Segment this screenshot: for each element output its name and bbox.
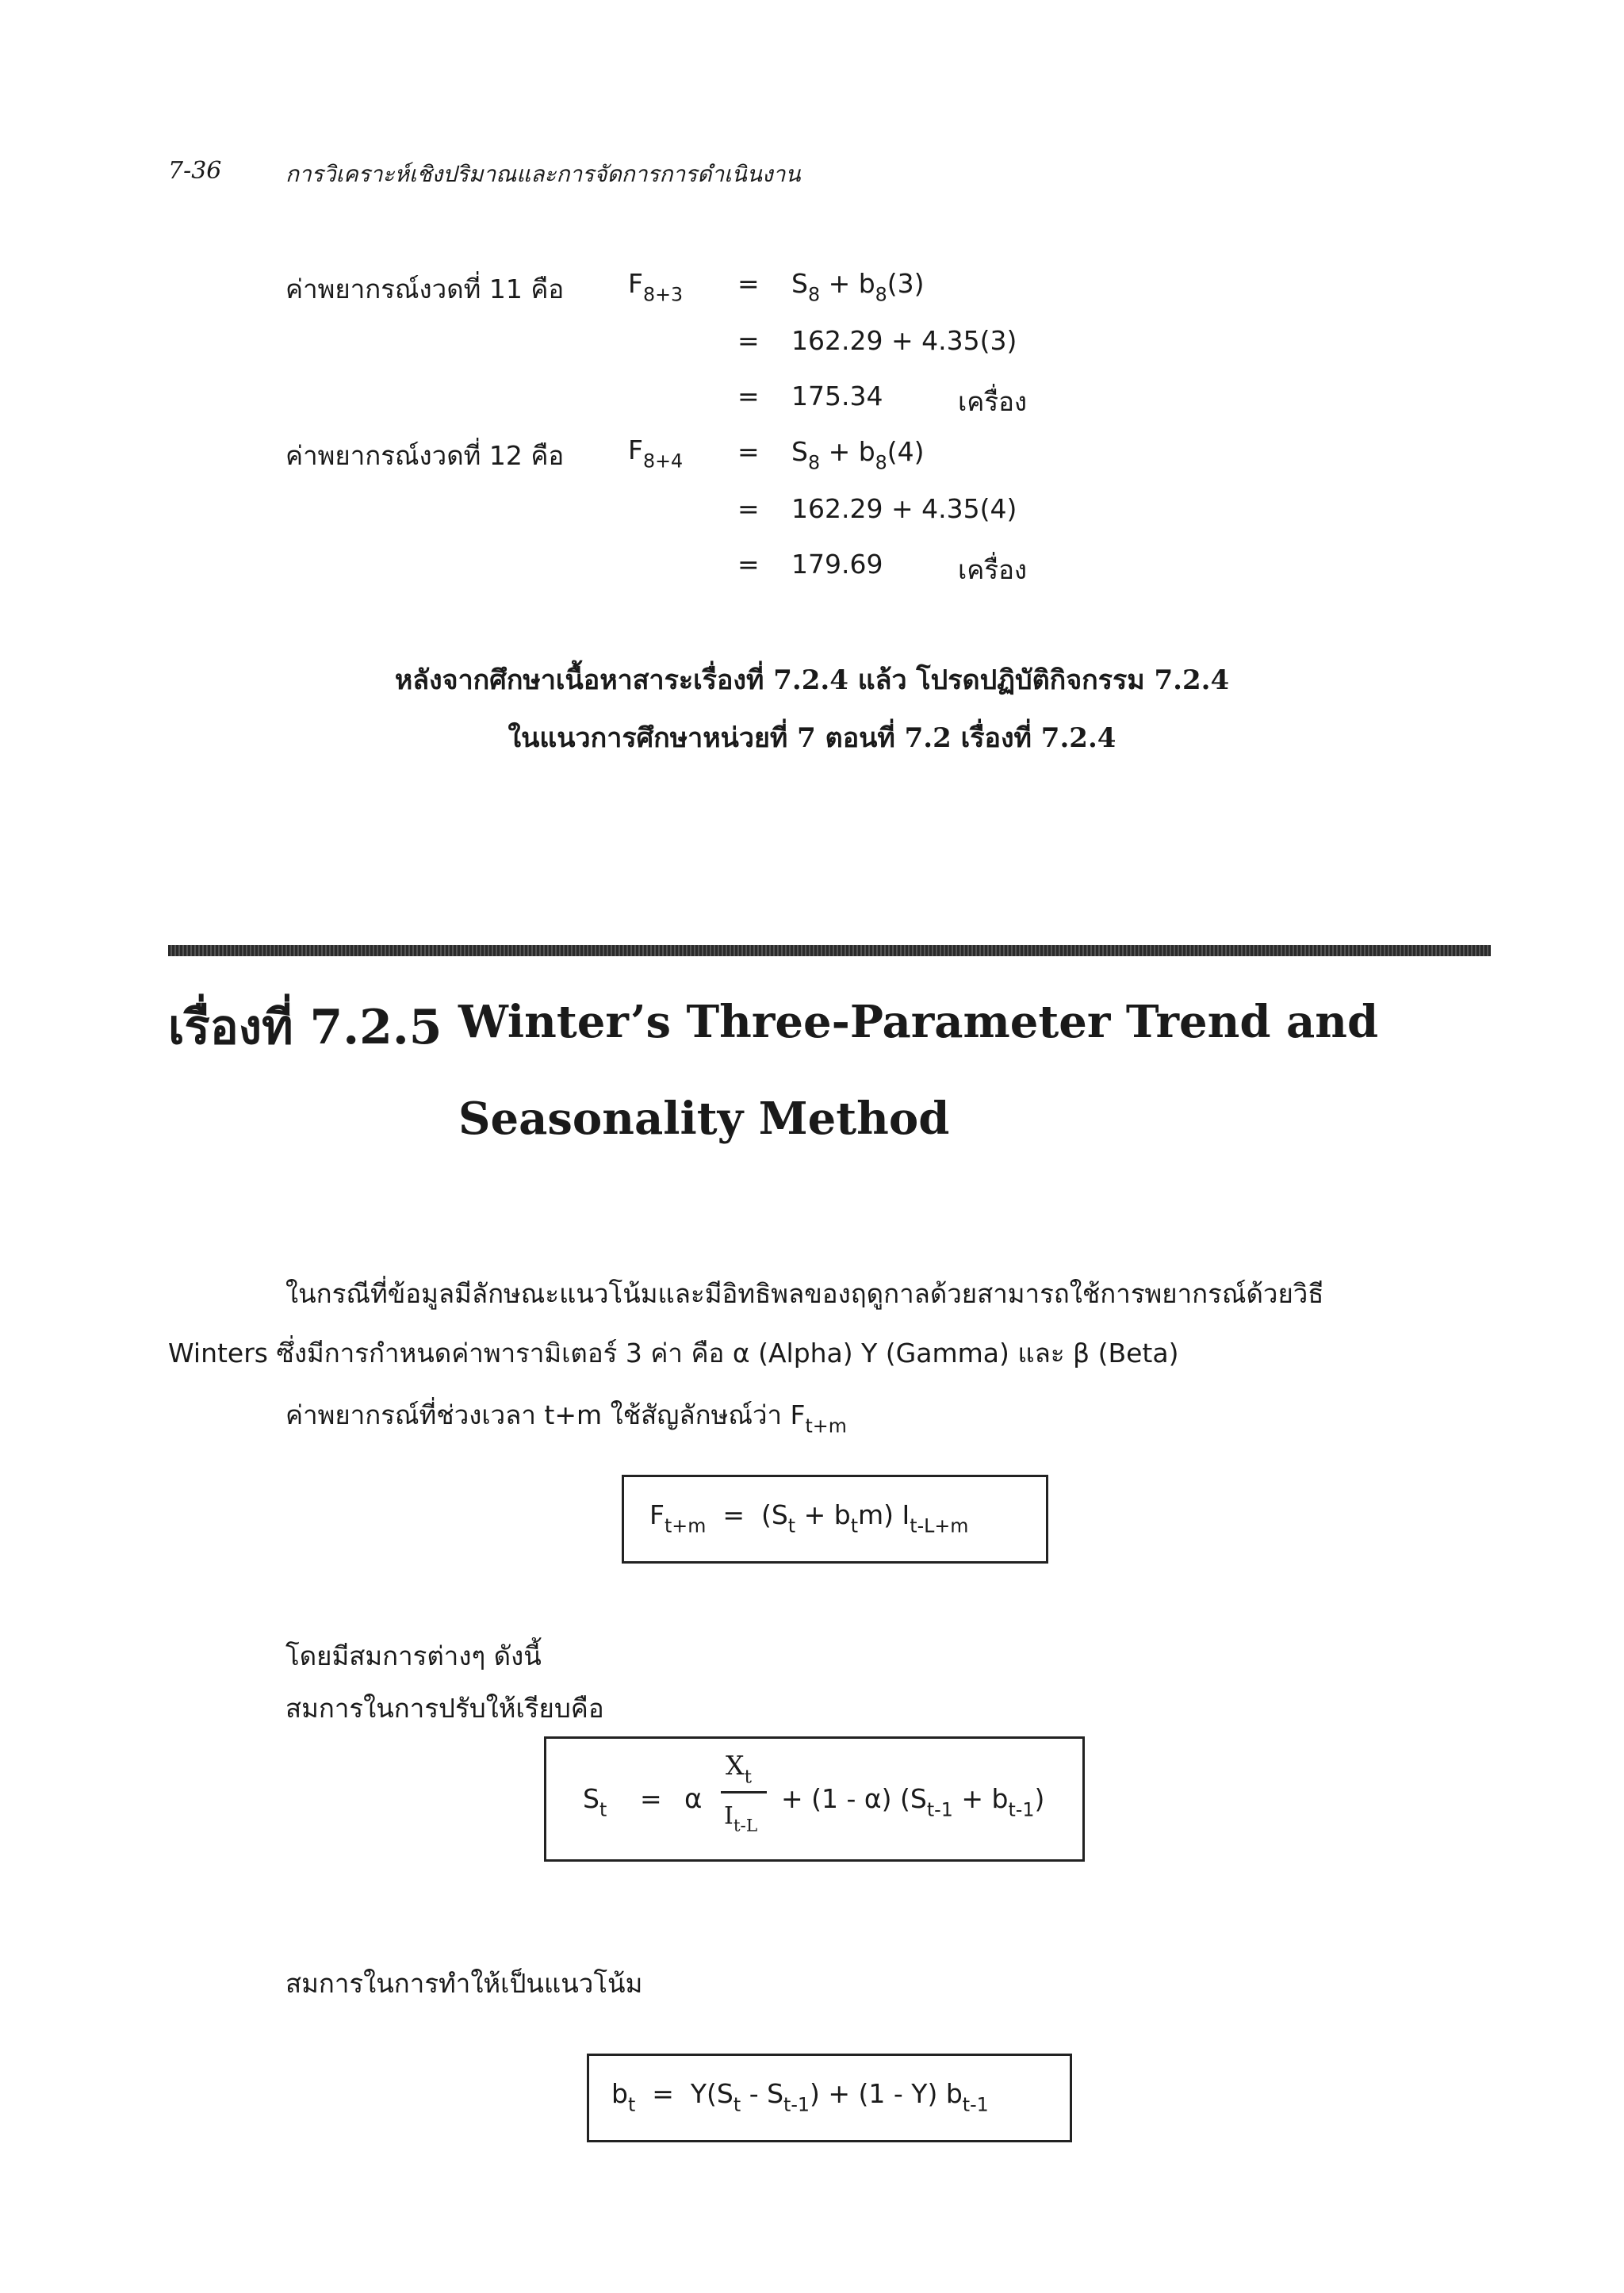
multiplier: (3) xyxy=(887,268,925,299)
s-prev-term: - S xyxy=(749,2078,784,2109)
paragraph-1-line-2: Winters ซึ่งมีการกำหนดค่าพารามิเตอร์ 3 ค่า คือ α (Alpha) Υ (Gamma) และ β (Beta) xyxy=(168,1338,1179,1369)
trend-formula-box xyxy=(587,2054,1072,2142)
result-value: 179.69 xyxy=(791,549,883,580)
s-subscript: t xyxy=(599,1798,607,1821)
s-term: S xyxy=(791,436,808,467)
forecast-symbol-subscript: 8+3 xyxy=(642,283,684,306)
x-subscript: t xyxy=(744,1765,753,1788)
equation-line-1 xyxy=(791,268,925,306)
paragraph-2-subscript: t+m xyxy=(805,1414,847,1437)
equals-sign: = xyxy=(737,436,760,467)
section-prefix: เรื่องที่ 7.2.5 xyxy=(168,1000,442,1055)
x-symbol: X xyxy=(726,1750,745,1781)
i-term: m) I xyxy=(858,1499,910,1530)
equals-sign: = xyxy=(737,268,760,299)
forecast-symbol-subscript: 8+4 xyxy=(642,450,684,473)
equals-sign: = xyxy=(652,2078,674,2109)
b-symbol: b xyxy=(611,2078,628,2109)
page-number: 7-36 xyxy=(168,157,222,185)
forecast-label: ค่าพยากรณ์งวดที่ 12 คือ xyxy=(285,440,565,471)
equation-line-2: 162.29 + 4.35(3) xyxy=(791,325,1017,356)
b-term: + b xyxy=(828,268,875,299)
fraction-denominator xyxy=(724,1802,757,1836)
paragraph-2 xyxy=(285,1394,847,1437)
b-subscript: 8 xyxy=(875,283,887,306)
fraction-bar xyxy=(721,1791,767,1793)
f-symbol: F xyxy=(649,1499,665,1530)
s-prev-subscript: t-1 xyxy=(926,1798,953,1821)
b-subscript: t xyxy=(850,1514,859,1537)
activity-note-line-1: หลังจากศึกษาเนื้อหาสาระเรื่องที่ 7.2.4 แล้ว โปรดปฏิบัติกิจกรรม 7.2.4 xyxy=(394,664,1230,696)
gamma-term: Υ(S xyxy=(690,2078,733,2109)
paragraph-2-text: ค่าพยากรณ์ที่ช่วงเวลา t+m ใช้สัญลักษณ์ว่า F xyxy=(285,1399,806,1430)
s-subscript: 8 xyxy=(807,451,821,474)
section-title-line-2: Seasonality Method xyxy=(458,1093,950,1145)
s-term: S xyxy=(791,268,808,299)
equation-line-2: 162.29 + 4.35(4) xyxy=(791,493,1017,524)
multiplier: (4) xyxy=(887,436,925,467)
f-subscript: t+m xyxy=(664,1514,707,1537)
fraction-numerator xyxy=(726,1750,752,1788)
s-term: (S xyxy=(760,1499,788,1530)
b-prev-subscript: t-1 xyxy=(1008,1798,1035,1821)
b-prev-subscript: t-1 xyxy=(962,2093,989,2116)
equals-sign: = xyxy=(737,549,760,580)
equals-sign: = xyxy=(722,1499,745,1530)
equals-sign: = xyxy=(640,1783,662,1814)
forecast-label: ค่าพยากรณ์งวดที่ 11 คือ xyxy=(285,274,565,304)
section-divider xyxy=(168,945,1491,956)
trend-label: สมการในการทำให้เป็นแนวโน้ม xyxy=(285,1968,643,1999)
i-symbol: I xyxy=(724,1802,733,1830)
b-prev-term: + b xyxy=(961,1783,1009,1814)
section-title-line-1: Winter’s Three-Parameter Trend and xyxy=(458,996,1379,1048)
smoothing-formula-box xyxy=(544,1736,1085,1862)
activity-note-line-2: ในแนวการศึกษาหน่วยที่ 7 ตอนที่ 7.2 เรื่องที่ 7.2.4 xyxy=(508,722,1116,754)
i-subscript: t-L+m xyxy=(910,1514,969,1537)
s-prev-subscript: t-1 xyxy=(783,2093,810,2116)
forecast-symbol xyxy=(628,434,683,473)
alpha-symbol: α xyxy=(684,1783,703,1815)
equals-sign: = xyxy=(737,381,760,412)
trend-formula xyxy=(611,2078,989,2116)
forecast-symbol-letter: F xyxy=(628,268,643,299)
result-unit: เครื่อง xyxy=(958,386,1028,417)
s-symbol xyxy=(583,1783,607,1821)
b-subscript: 8 xyxy=(875,451,887,474)
result-value: 175.34 xyxy=(791,381,883,412)
forecast-symbol-letter: F xyxy=(628,434,643,465)
forecast-formula-box xyxy=(622,1475,1048,1564)
equation-line-1 xyxy=(791,436,925,474)
s-subscript: t xyxy=(787,1514,796,1537)
smoothing-remainder xyxy=(781,1783,1044,1821)
s-letter: S xyxy=(583,1783,599,1814)
s-subscript: t xyxy=(733,2093,741,2116)
result-unit: เครื่อง xyxy=(958,554,1028,585)
running-title: การวิเคราะห์เชิงปริมาณและการจัดการการดำเนินงาน xyxy=(285,161,801,187)
alpha-complement-term: + (1 - α) (S xyxy=(781,1783,927,1814)
equals-sign: = xyxy=(737,493,760,524)
gamma-complement-term: ) + (1 - Υ) b xyxy=(810,2078,963,2109)
forecast-formula xyxy=(649,1499,968,1537)
i-subscript: t-L xyxy=(733,1816,758,1836)
paragraph-1-line-1: ในกรณีที่ข้อมูลมีลักษณะแนวโน้มและมีอิทธิพลของฤดูกาลด้วยสามารถใช้การพยากรณ์ด้วยวิธี xyxy=(285,1278,1324,1309)
b-term: + b xyxy=(803,1499,851,1530)
closing-paren: ) xyxy=(1034,1783,1045,1814)
b-subscript: t xyxy=(627,2093,636,2116)
b-term: + b xyxy=(828,436,875,467)
equations-intro: โดยมีสมการต่างๆ ดังนี้ xyxy=(285,1640,542,1671)
equals-sign: = xyxy=(737,325,760,356)
s-subscript: 8 xyxy=(807,283,821,306)
forecast-symbol xyxy=(628,268,683,306)
smoothing-label: สมการในการปรับให้เรียบคือ xyxy=(285,1693,604,1724)
